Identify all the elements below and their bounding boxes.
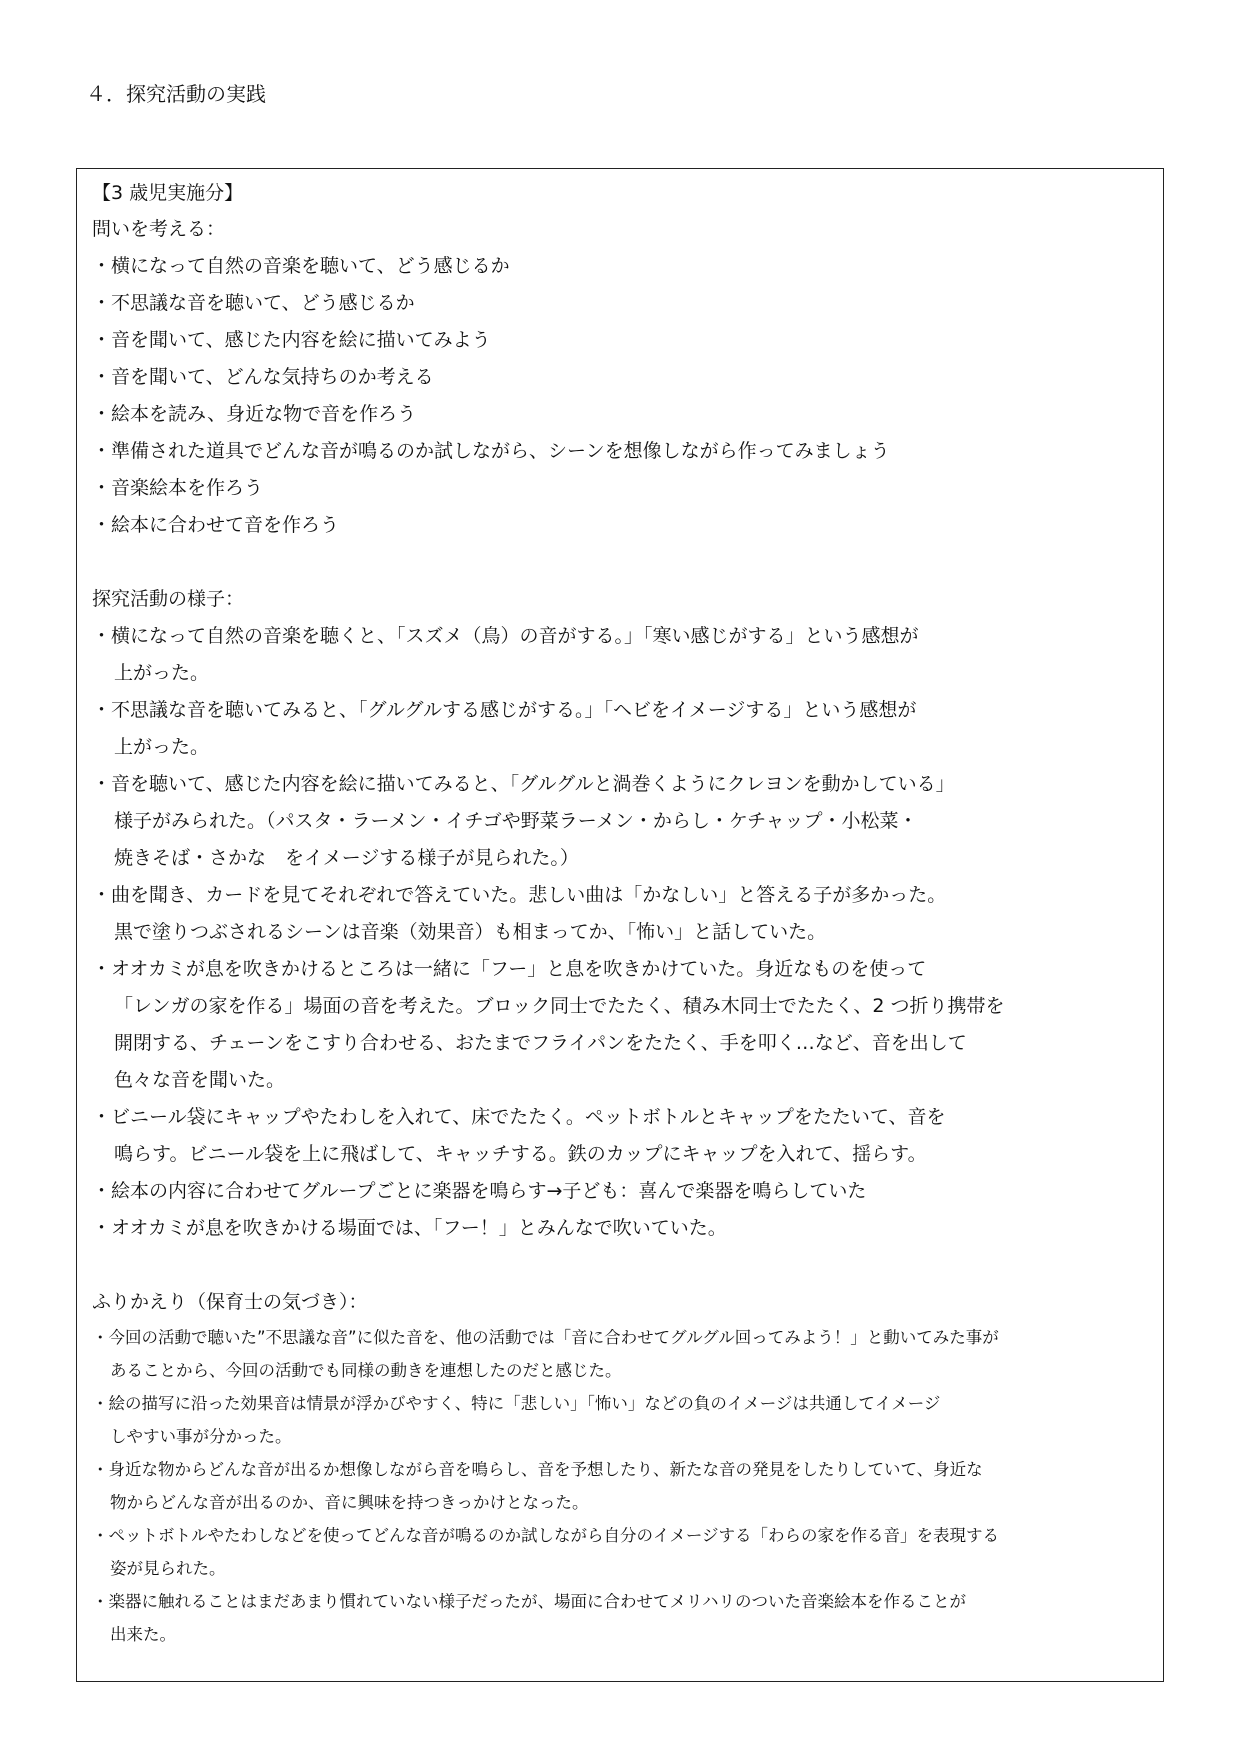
activity-line: ・曲を聞き、カードを見てそれぞれで答えていた。悲しい曲は「かなしい」と答える子が多かった。 — [92, 884, 947, 906]
activity-line: 焼きそば・さかな をイメージする様子が見られた。） — [114, 847, 579, 869]
question-item: ・音楽絵本を作ろう — [92, 477, 264, 499]
reflection-line: ・絵の描写に沿った効果音は情景が浮かびやすく、特に「悲しい」「怖い」などの負のイメージは共通してイメージ — [92, 1394, 941, 1413]
activity-line: ・横になって自然の音楽を聴くと、「スズメ（鳥）の音がする。」「寒い感じがする」という感想が — [92, 625, 919, 647]
activity-line: 「レンガの家を作る」場面の音を考えた。ブロック同士でたたく、積み木同士でたたく、2 つ折り携帯を — [114, 995, 1005, 1017]
reflection-line: しやすい事が分かった。 — [110, 1427, 292, 1446]
section-heading: ４．探究活動の実践 — [86, 82, 266, 106]
activity-line: ・絵本の内容に合わせてグループごとに楽器を鳴らす→子ども：喜んで楽器を鳴らしていた — [92, 1180, 867, 1202]
activity-line: ・ビニール袋にキャップやたわしを入れて、床でたたく。ペットボトルとキャップをたたいて、音を — [92, 1106, 946, 1128]
activity-line: 鳴らす。ビニール袋を上に飛ばして、キャッチする。鉄のカップにキャップを入れて、揺らす。 — [114, 1143, 927, 1165]
question-item: ・準備された道具でどんな音が鳴るのか試しながら、シーンを想像しながら作ってみましょう — [92, 440, 890, 462]
question-item: ・絵本を読み、身近な物で音を作ろう — [92, 403, 417, 425]
age-group-label: 【3 歳児実施分】 — [92, 182, 244, 204]
activity-line: 上がった。 — [114, 736, 210, 758]
question-item: ・横になって自然の音楽を聴いて、どう感じるか — [92, 255, 510, 277]
reflection-line: ・楽器に触れることはまだあまり慣れていない様子だったが、場面に合わせてメリハリのついた音楽絵本を作ることが — [92, 1592, 967, 1611]
reflection-line: あることから、今回の活動でも同様の動きを連想したのだと感じた。 — [110, 1361, 622, 1380]
reflection-line: ・ペットボトルやたわしなどを使ってどんな音が鳴るのか試しながら自分のイメージする「わらの家を作る音」を表現する — [92, 1526, 1000, 1545]
reflection-line: 出来た。 — [110, 1625, 176, 1644]
activity-line: 色々な音を聞いた。 — [114, 1069, 286, 1091]
reflection-title: ふりかえり（保育士の気づき）： — [92, 1291, 368, 1313]
question-item: ・音を聞いて、感じた内容を絵に描いてみよう — [92, 329, 491, 351]
question-item: ・絵本に合わせて音を作ろう — [92, 514, 340, 536]
activity-line: 黒で塗りつぶされるシーンは音楽（効果音）も相まってか、「怖い」と話していた。 — [114, 921, 827, 943]
activity-title: 探究活動の様子： — [92, 588, 245, 610]
question-item: ・不思議な音を聴いて、どう感じるか — [92, 292, 415, 314]
reflection-line: 物からどんな音が出るのか、音に興味を持つきっかけとなった。 — [110, 1493, 589, 1512]
activity-line: 上がった。 — [114, 662, 210, 684]
activity-line: 様子がみられた。（パスタ・ラーメン・イチゴや野菜ラーメン・からし・ケチャップ・小松菜・ — [114, 810, 918, 832]
activity-line: ・音を聴いて、感じた内容を絵に描いてみると、「グルグルと渦巻くようにクレヨンを動かしている」 — [92, 773, 955, 795]
activity-line: ・オオカミが息を吹きかける場面では、「フー！」とみんなで吹いていた。 — [92, 1217, 727, 1239]
question-item: ・音を聞いて、どんな気持ちのか考える — [92, 366, 434, 388]
activity-line: ・オオカミが息を吹きかけるところは一緒に「フー」と息を吹きかけていた。身近なものを使って — [92, 958, 927, 980]
questions-title: 問いを考える： — [92, 218, 226, 240]
reflection-line: ・身近な物からどんな音が出るか想像しながら音を鳴らし、音を予想したり、新たな音の発見をしたりしていて、身近な — [92, 1460, 983, 1479]
activity-line: ・不思議な音を聴いてみると、「グルグルする感じがする。」「ヘビをイメージする」という感想が — [92, 699, 917, 721]
activity-line: 開閉する、チェーンをこすり合わせる、おたまでフライパンをたたく、手を叩く…など、音を出して — [114, 1032, 967, 1054]
reflection-line: 姿が見られた。 — [110, 1559, 226, 1578]
reflection-line: ・今回の活動で聴いた”不思議な音”に似た音を、他の活動では「音に合わせてグルグル回ってみよう！」と動いてみた事が — [92, 1328, 999, 1347]
